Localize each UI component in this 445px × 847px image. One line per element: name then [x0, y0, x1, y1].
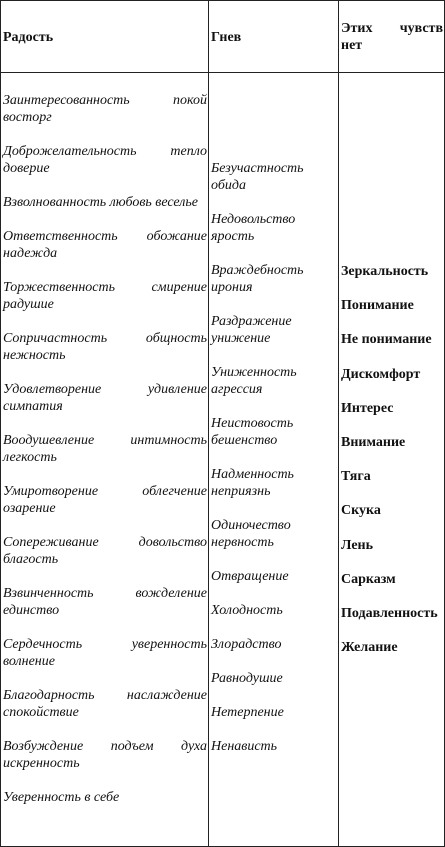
- none-item: Зеркальность: [341, 264, 429, 279]
- joy-item: Сердечность уверенность волнение: [3, 637, 207, 669]
- joy-item: Торжественность смирение радушие: [3, 280, 207, 312]
- anger-item: Нетерпение: [211, 705, 284, 720]
- anger-item: Ненависть: [211, 739, 278, 754]
- joy-item: Сопричастность общность нежность: [3, 331, 207, 363]
- joy-item: Ответственность обожание надежда: [3, 229, 207, 261]
- anger-item: Отвращение: [211, 569, 289, 584]
- joy-item: Доброжелательность тепло доверие: [3, 144, 207, 176]
- joy-item: Уверенность в себе: [3, 790, 120, 805]
- joy-item: Заинтересованность покой восторг: [3, 93, 207, 125]
- none-item: Внимание: [341, 434, 406, 450]
- anger-item: Безучастность обида: [211, 161, 304, 193]
- joy-item: Взволнованность любовь веселье: [3, 195, 198, 210]
- joy-item: Удовлетворение удивление симпатия: [3, 382, 207, 414]
- none-item: Тяга: [341, 469, 371, 485]
- anger-item: Неистовость бешенство: [211, 416, 294, 448]
- none-item: Подавленность: [341, 605, 438, 621]
- none-item: Сарказм: [341, 571, 396, 587]
- anger-item: Злорадство: [211, 637, 282, 652]
- none-item: Не понимание: [341, 332, 432, 348]
- none-item: Желание: [341, 640, 398, 656]
- anger-item: Раздражение унижение: [211, 314, 292, 346]
- none-item: Дискомфорт: [341, 366, 421, 382]
- anger-item: Равнодушие: [211, 671, 283, 686]
- none-item: Лень: [341, 537, 374, 553]
- none-column: [341, 263, 445, 673]
- joy-item: Взвинченность вожделение единство: [3, 586, 207, 618]
- joy-item: Благодарность наслаждение спокойствие: [3, 688, 207, 720]
- anger-column: [211, 160, 337, 772]
- header-divider: [1, 72, 444, 73]
- header-joy: Радость: [3, 30, 54, 45]
- anger-item: Враждебность ирония: [211, 263, 304, 295]
- joy-item: Возбуждение подъем духа искренность: [3, 739, 207, 771]
- anger-item: Униженность агрессия: [211, 365, 297, 397]
- column-divider: [208, 1, 209, 846]
- header-none: Этих чувств нет: [341, 21, 443, 53]
- anger-item: Недовольство ярость: [211, 212, 296, 244]
- header-anger: Гнев: [211, 30, 242, 45]
- anger-item: Холодность: [211, 603, 283, 618]
- none-item: Скука: [341, 503, 381, 519]
- joy-item: Умиротворение облегчение озарение: [3, 484, 207, 516]
- joy-column: [3, 92, 207, 823]
- column-divider: [338, 1, 339, 846]
- none-item: Интерес: [341, 400, 394, 416]
- joy-item: Сопереживание довольство благость: [3, 535, 207, 567]
- anger-item: Одиночество нервность: [211, 518, 291, 550]
- joy-item: Воодушевление интимность легкость: [3, 433, 207, 465]
- none-item: Понимание: [341, 298, 414, 314]
- anger-item: Надменность неприязнь: [211, 467, 294, 499]
